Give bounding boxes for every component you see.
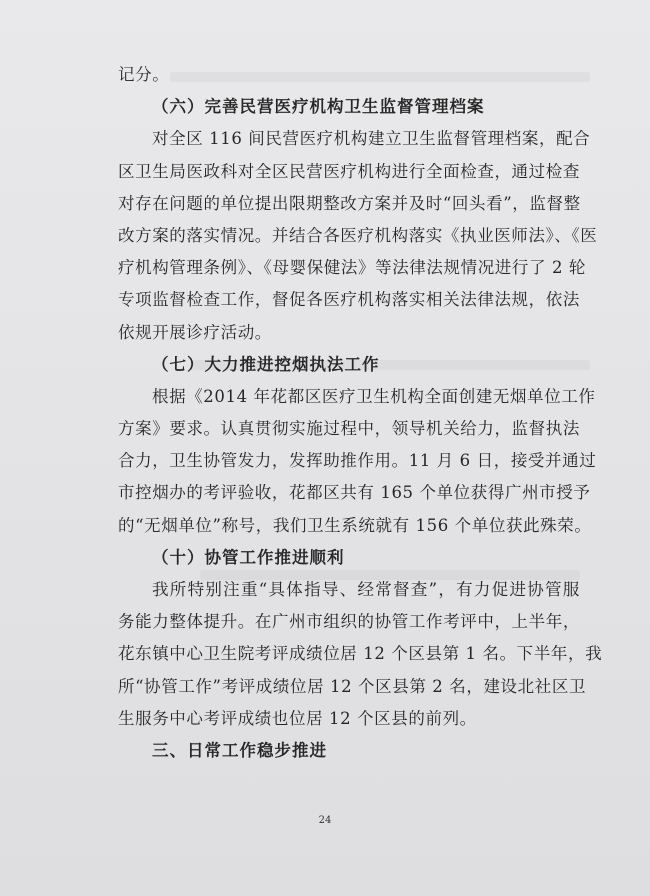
text-line: 对全区 116 间民营医疗机构建立卫生监督管理档案，配合	[152, 129, 591, 149]
text-line: 改方案的落实情况。并结合各医疗机构落实《执业医师法》、《医	[118, 225, 598, 245]
section-heading: 三、日常工作稳步推进	[152, 740, 327, 760]
text-line: 方案》要求。认真贯彻实施过程中，领导机关给力，监督执法	[118, 419, 580, 439]
text-line: 合力，卫生协管发力，发挥助推作用。11 月 6 日，接受并通过	[118, 451, 597, 471]
text-line: 的“无烟单位”称号，我们卫生系统就有 156 个单位获此殊荣。	[118, 515, 592, 535]
text-line: 市控烟办的考评验收，花都区共有 165 个单位获得广州市授予	[118, 483, 591, 503]
text-line: 疗机构管理条例》、《母婴保健法》等法律法规情况进行了 2 轮	[118, 258, 586, 278]
text-line: 记分。	[118, 65, 170, 84]
text-line: 专项监督检查工作，督促各医疗机构落实相关法律法规，依法	[118, 290, 580, 310]
text-line: 生服务中心考评成绩也位居 12 个区县的前列。	[118, 708, 477, 728]
text-line: 花东镇中心卫生院考评成绩位居 12 个区县第 1 名。下半年，我	[118, 644, 603, 664]
text-line: 区卫生局医政科对全区民营医疗机构进行全面检查，通过检查	[118, 161, 580, 181]
text-line: 我所特别注重“具体指导、经常督查”，有力促进协管服	[152, 580, 580, 599]
section-heading: （七）大力推进控烟执法工作	[152, 354, 380, 374]
text-line: 所“协管工作”考评成绩位居 12 个区县第 2 名，建设北社区卫	[118, 676, 587, 696]
document-body	[118, 59, 603, 767]
text-line: 根据《2014 年花都区医疗卫生机构全面创建无烟单位工作	[152, 386, 596, 406]
text-line: 对存在问题的单位提出限期整改方案并及时“回头看”，监督整	[118, 193, 581, 213]
text-line: 依规开展诊疗活动。	[118, 322, 272, 342]
text-line: 务能力整体提升。在广州市组织的协管工作考评中，上半年，	[118, 612, 580, 632]
section-heading: （十）协管工作推进顺利	[152, 547, 345, 567]
page-number: 24	[318, 815, 332, 826]
section-heading: （六）完善民营医疗机构卫生监督管理档案	[152, 97, 485, 117]
